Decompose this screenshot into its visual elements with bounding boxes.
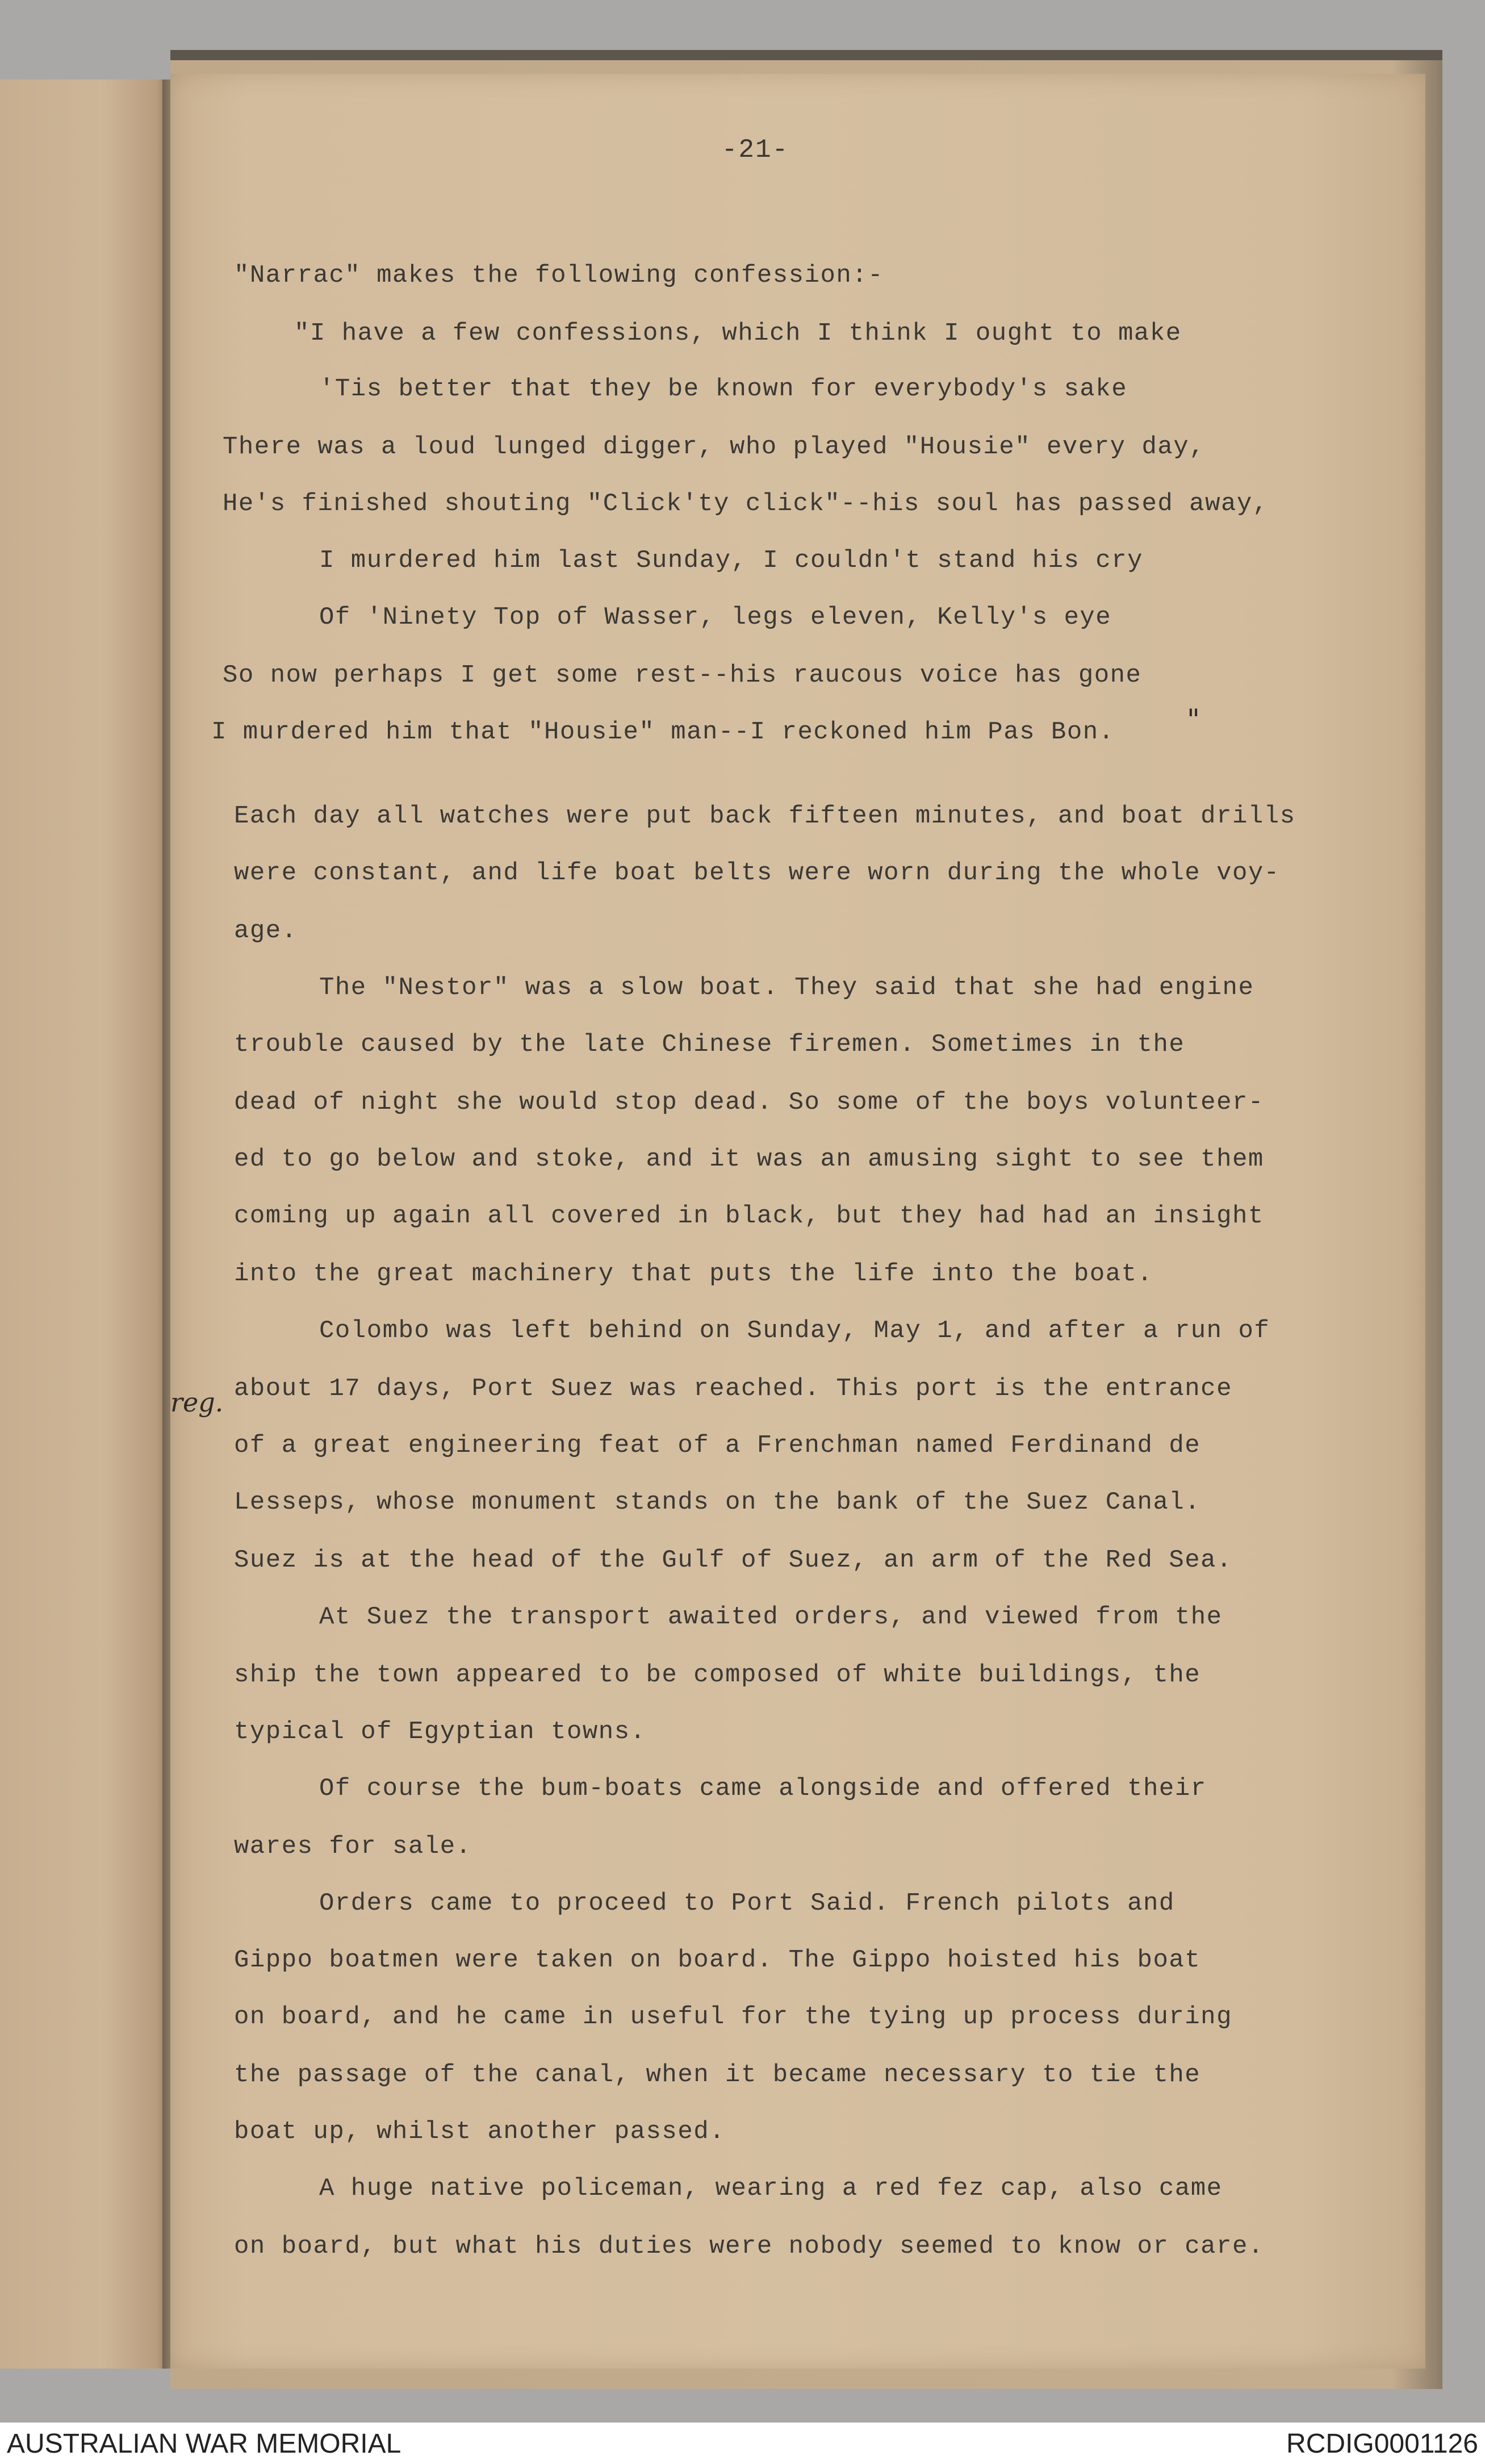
text-line: He's finished shouting "Click'ty click"--his soul has passed away,: [223, 490, 1269, 518]
text-line: Of course the bum-boats came alongside and offered their: [319, 1774, 1207, 1803]
text-line: of a great engineering feat of a Frenchman named Ferdinand de: [234, 1431, 1201, 1460]
text-line: trouble caused by the late Chinese firemen. Sometimes in the: [234, 1030, 1185, 1059]
text-line: Orders came to proceed to Port Said. French pilots and: [319, 1889, 1175, 1918]
text-line: ship the town appeared to be composed of white buildings, the: [234, 1661, 1201, 1689]
text-line: The "Nestor" was a slow boat. They said that she had engine: [319, 974, 1254, 1002]
text-line: age.: [234, 917, 298, 945]
text-line: At Suez the transport awaited orders, and viewed from the: [319, 1603, 1223, 1631]
text-line: Lesseps, whose monument stands on the bank of the Suez Canal.: [234, 1488, 1201, 1517]
left-page: [0, 80, 170, 2369]
archive-name: AUSTRALIAN WAR MEMORIAL: [7, 2429, 401, 2459]
text-line: the passage of the canal, when it became necessary to tie the: [234, 2061, 1201, 2089]
text-line: ed to go below and stoke, and it was an amusing sight to see them: [234, 1145, 1264, 1173]
text-line: coming up again all covered in black, but they had had an insight: [234, 1202, 1264, 1230]
text-line: into the great machinery that puts the life into the boat.: [234, 1260, 1153, 1288]
document-page: [170, 74, 1425, 2369]
handwritten-margin-note: reg.: [170, 1387, 224, 1418]
text-line: I murdered him that "Housie" man--I reckoned him Pas Bon.: [211, 718, 1115, 746]
text-line: Gippo boatmen were taken on board. The Gippo hoisted his boat: [234, 1946, 1201, 1974]
text-line: dead of night she would stop dead. So some of the boys volunteer-: [234, 1088, 1264, 1117]
text-line: Suez is at the head of the Gulf of Suez, an arm of the Red Sea.: [234, 1546, 1232, 1575]
handwritten-quote-mark: ": [1187, 703, 1200, 736]
text-line: boat up, whilst another passed.: [234, 2118, 726, 2146]
text-line: Of 'Ninety Top of Wasser, legs eleven, Kelly's eye: [319, 603, 1112, 632]
text-line: There was a loud lunged digger, who played "Housie" every day,: [223, 433, 1206, 461]
text-line: Each day all watches were put back fifteen minutes, and boat drills: [234, 802, 1296, 830]
text-line: A huge native policeman, wearing a red fez cap, also came: [319, 2174, 1223, 2203]
text-line: "I have a few confessions, which I think I ought to make: [294, 319, 1182, 348]
text-line: "Narrac" makes the following confession:-: [234, 261, 884, 290]
text-line: So now perhaps I get some rest--his raucous voice has gone: [223, 661, 1142, 690]
text-line: on board, but what his duties were nobody seemed to know or care.: [234, 2232, 1264, 2261]
text-line: 'Tis better that they be known for everybody's sake: [319, 375, 1128, 403]
text-line: about 17 days, Port Suez was reached. This port is the entrance: [234, 1375, 1232, 1403]
text-line: typical of Egyptian towns.: [234, 1718, 646, 1746]
archive-caption-bar: [0, 2423, 1485, 2464]
text-line: were constant, and life boat belts were worn during the whole voy-: [234, 859, 1280, 887]
text-line: I murdered him last Sunday, I couldn't stand his cry: [319, 546, 1144, 575]
text-line: on board, and he came in useful for the tying up process during: [234, 2003, 1232, 2031]
text-line: Colombo was left behind on Sunday, May 1, and after a run of: [319, 1317, 1270, 1345]
page-number: -21-: [721, 135, 789, 165]
record-id: RCDIG0001126: [1286, 2429, 1478, 2459]
text-line: wares for sale.: [234, 1832, 472, 1861]
